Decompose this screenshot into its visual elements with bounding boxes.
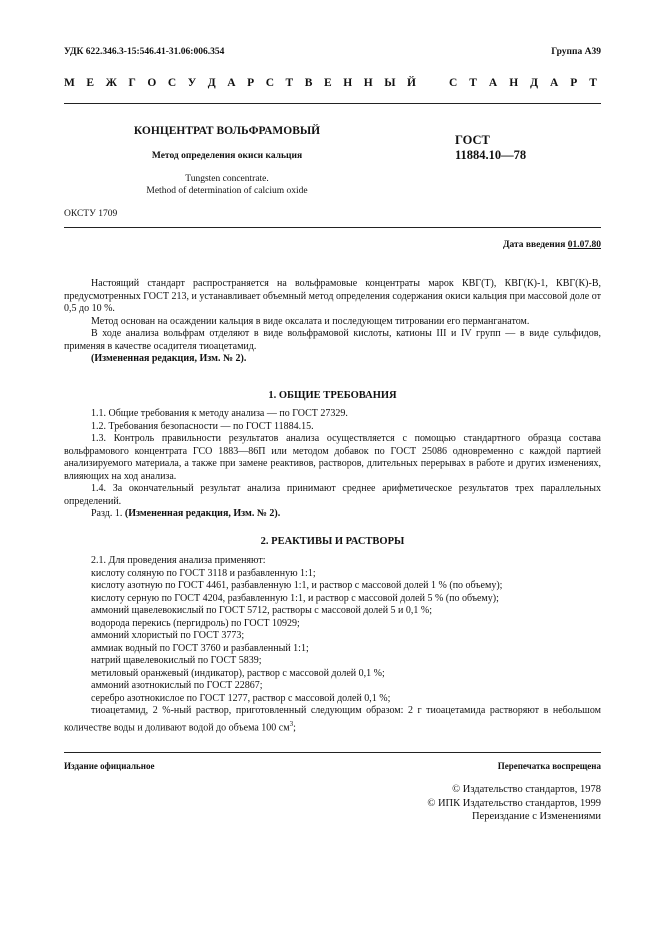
banner-letter: Д: [207, 77, 216, 89]
banner-letter: Р: [247, 77, 255, 89]
banner-letter: С: [449, 77, 458, 89]
reagent-item: аммиак водный по ГОСТ 3760 и разбавленный 1:1;: [91, 642, 309, 654]
banner-letter: Д: [530, 77, 539, 89]
section-1-note-prefix: Разд. 1.: [91, 508, 123, 519]
clause: 1.2. Требования безопасности — по ГОСТ 11884.15.: [91, 420, 314, 432]
okstu-code: ОКСТУ 1709: [64, 209, 118, 219]
reagent-item: аммоний щавелевокислый по ГОСТ 5712, растворы с массовой долей 5 и 0,1 %;: [91, 605, 433, 616]
clause: 1.4. За окончательный результат анализа принимают среднее арифметическое результатов трех параллельных определений.: [64, 483, 601, 507]
banner-letter: Й: [407, 77, 416, 89]
official-edition: Издание официальное: [64, 761, 155, 771]
subtitle-english: Method of determination of calcium oxide: [146, 186, 308, 196]
intro-date: [503, 240, 601, 250]
section-1-note-text: (Измененная редакция, Изм. № 2).: [124, 508, 281, 519]
banner-letter: Н: [363, 77, 373, 89]
banner-letter: С: [167, 77, 177, 89]
section-2-body: [64, 555, 601, 734]
intro-text: [64, 278, 601, 366]
reagent-item: аммоний азотнокислый по ГОСТ 22867;: [91, 680, 263, 691]
gost-label: ГОСТ: [455, 133, 490, 147]
banner-letter: Ж: [105, 77, 117, 89]
section-1-body: [64, 408, 601, 521]
banner-rule: [64, 103, 601, 104]
title-rule: [64, 227, 601, 228]
banner-letter: О: [147, 77, 157, 89]
clause: 2.1. Для проведения анализа применяют:: [91, 555, 266, 566]
amendment-note: (Измененная редакция, Изм. № 2).: [91, 353, 247, 364]
reagent-item: аммоний хлористый по ГОСТ 3773;: [91, 630, 245, 641]
section-1-title: 1. ОБЩИЕ ТРЕБОВАНИЯ: [268, 390, 397, 401]
banner-letter: В: [304, 77, 313, 89]
footer-rule: [64, 752, 601, 753]
banner-letter: Ы: [384, 77, 396, 89]
group-code: Группа А39: [551, 47, 601, 57]
banner-letter: Н: [343, 77, 353, 89]
reagent-item: метиловый оранжевый (индикатор), раствор с массовой долей 0,1 %;: [91, 667, 385, 679]
title-english: Tungsten concentrate.: [185, 174, 269, 184]
intro-date-value: 01.07.80: [567, 240, 601, 250]
banner-letter: Г: [128, 77, 136, 89]
document-title: КОНЦЕНТРАТ ВОЛЬФРАМОВЫЙ: [133, 125, 321, 137]
clause: 1.1. Общие требования к методу анализа — по ГОСТ 27329.: [91, 408, 348, 419]
standard-banner: [64, 77, 597, 93]
banner-letter: Н: [509, 77, 519, 89]
reagent-item: серебро азотнокислое по ГОСТ 1277, раствор с массовой долей 0,1 %;: [91, 692, 391, 704]
banner-letter: М: [64, 77, 75, 89]
reagent-item: кислоту серную по ГОСТ 4204, разбавленную 1:1, и раствор с массовой долей 5 % (по объему);: [91, 592, 499, 604]
reagent-item: натрий щавелевокислый по ГОСТ 5839;: [91, 655, 262, 666]
intro-date-label: Дата введения: [502, 240, 566, 250]
banner-letter: Т: [589, 77, 597, 89]
document-subtitle: Метод определения окиси кальция: [151, 151, 303, 161]
superscript: 3: [289, 719, 294, 728]
banner-letter: А: [227, 77, 236, 89]
copyright-line: © Издательство стандартов, 1978: [452, 784, 601, 795]
copyright-line: © ИПК Издательство стандартов, 1999: [427, 797, 601, 809]
banner-letter: А: [550, 77, 559, 89]
banner-letter: А: [488, 77, 498, 89]
section-2-title: 2. РЕАКТИВЫ И РАСТВОРЫ: [260, 536, 405, 547]
banner-word-interstate: [64, 77, 416, 93]
reagent-item: кислоту соляную по ГОСТ 3118 и разбавленную 1:1;: [91, 567, 316, 579]
banner-letter: У: [187, 77, 197, 89]
banner-letter: Е: [323, 77, 332, 89]
clause: 1.3. Контроль правильности результатов анализа осуществляется с помощью стандартного образца состава вольфрамового концентрата ГСО 1883—86П или методом добавок по ГОСТ 25086 одновременно с каждой партией анализируемого материала, а также при замене реактивов, растворов, длительных перерывах в работе и других изменениях, влияющих на ход анализа.: [64, 433, 601, 482]
reagent-item: [64, 705, 601, 734]
intro-paragraph: Метод основан на осаждении кальция в виде оксалата и последующем титровании его перманганатом.: [91, 315, 530, 327]
section-1-note: [64, 508, 601, 521]
reagent-item-end: ;: [293, 721, 296, 733]
banner-letter: Е: [86, 77, 95, 89]
copyright-block: [427, 783, 601, 824]
intro-paragraph: Настоящий стандарт распространяется на вольфрамовые концентраты марок КВГ(Т), КВГ(К)-1, КВГ(К)-В, предусмотренных ГОСТ 213, и устанавливает объемный метод определения содержания окиси кальция при массовой доле от 0,5 до 10 %.: [64, 278, 601, 314]
banner-letter: Т: [285, 77, 294, 89]
banner-letter: Р: [570, 77, 578, 89]
gost-number: 11884.10—78: [455, 148, 527, 162]
reagent-item: кислоту азотную по ГОСТ 4461, разбавленную 1:1, и раствор с массовой долей 1 % (по объему);: [91, 580, 503, 591]
banner-word-standard: [449, 77, 597, 93]
intro-paragraph: В ходе анализа вольфрам отделяют в виде вольфрамовой кислоты, катионы III и IV групп — в виде сульфидов, применяя в качестве осадителя тиоацетамид.: [64, 328, 601, 352]
reagent-item-text: тиоацетамид, 2 %-ный раствор, приготовленный следующим образом: 2 г тиоацетамида растворяют в небольшом количестве воды и доливают водой до объема 100 см: [64, 705, 601, 733]
banner-letter: Т: [469, 77, 477, 89]
reissue-note: Переиздание с Изменениями: [471, 811, 601, 822]
udc-code: УДК 622.346.3-15:546.41-31.06:006.354: [64, 47, 225, 57]
reagent-item: водорода перекись (пергидроль) по ГОСТ 10929;: [91, 617, 300, 629]
reprint-prohibited: Перепечатка воспрещена: [497, 761, 601, 771]
banner-letter: С: [265, 77, 274, 89]
